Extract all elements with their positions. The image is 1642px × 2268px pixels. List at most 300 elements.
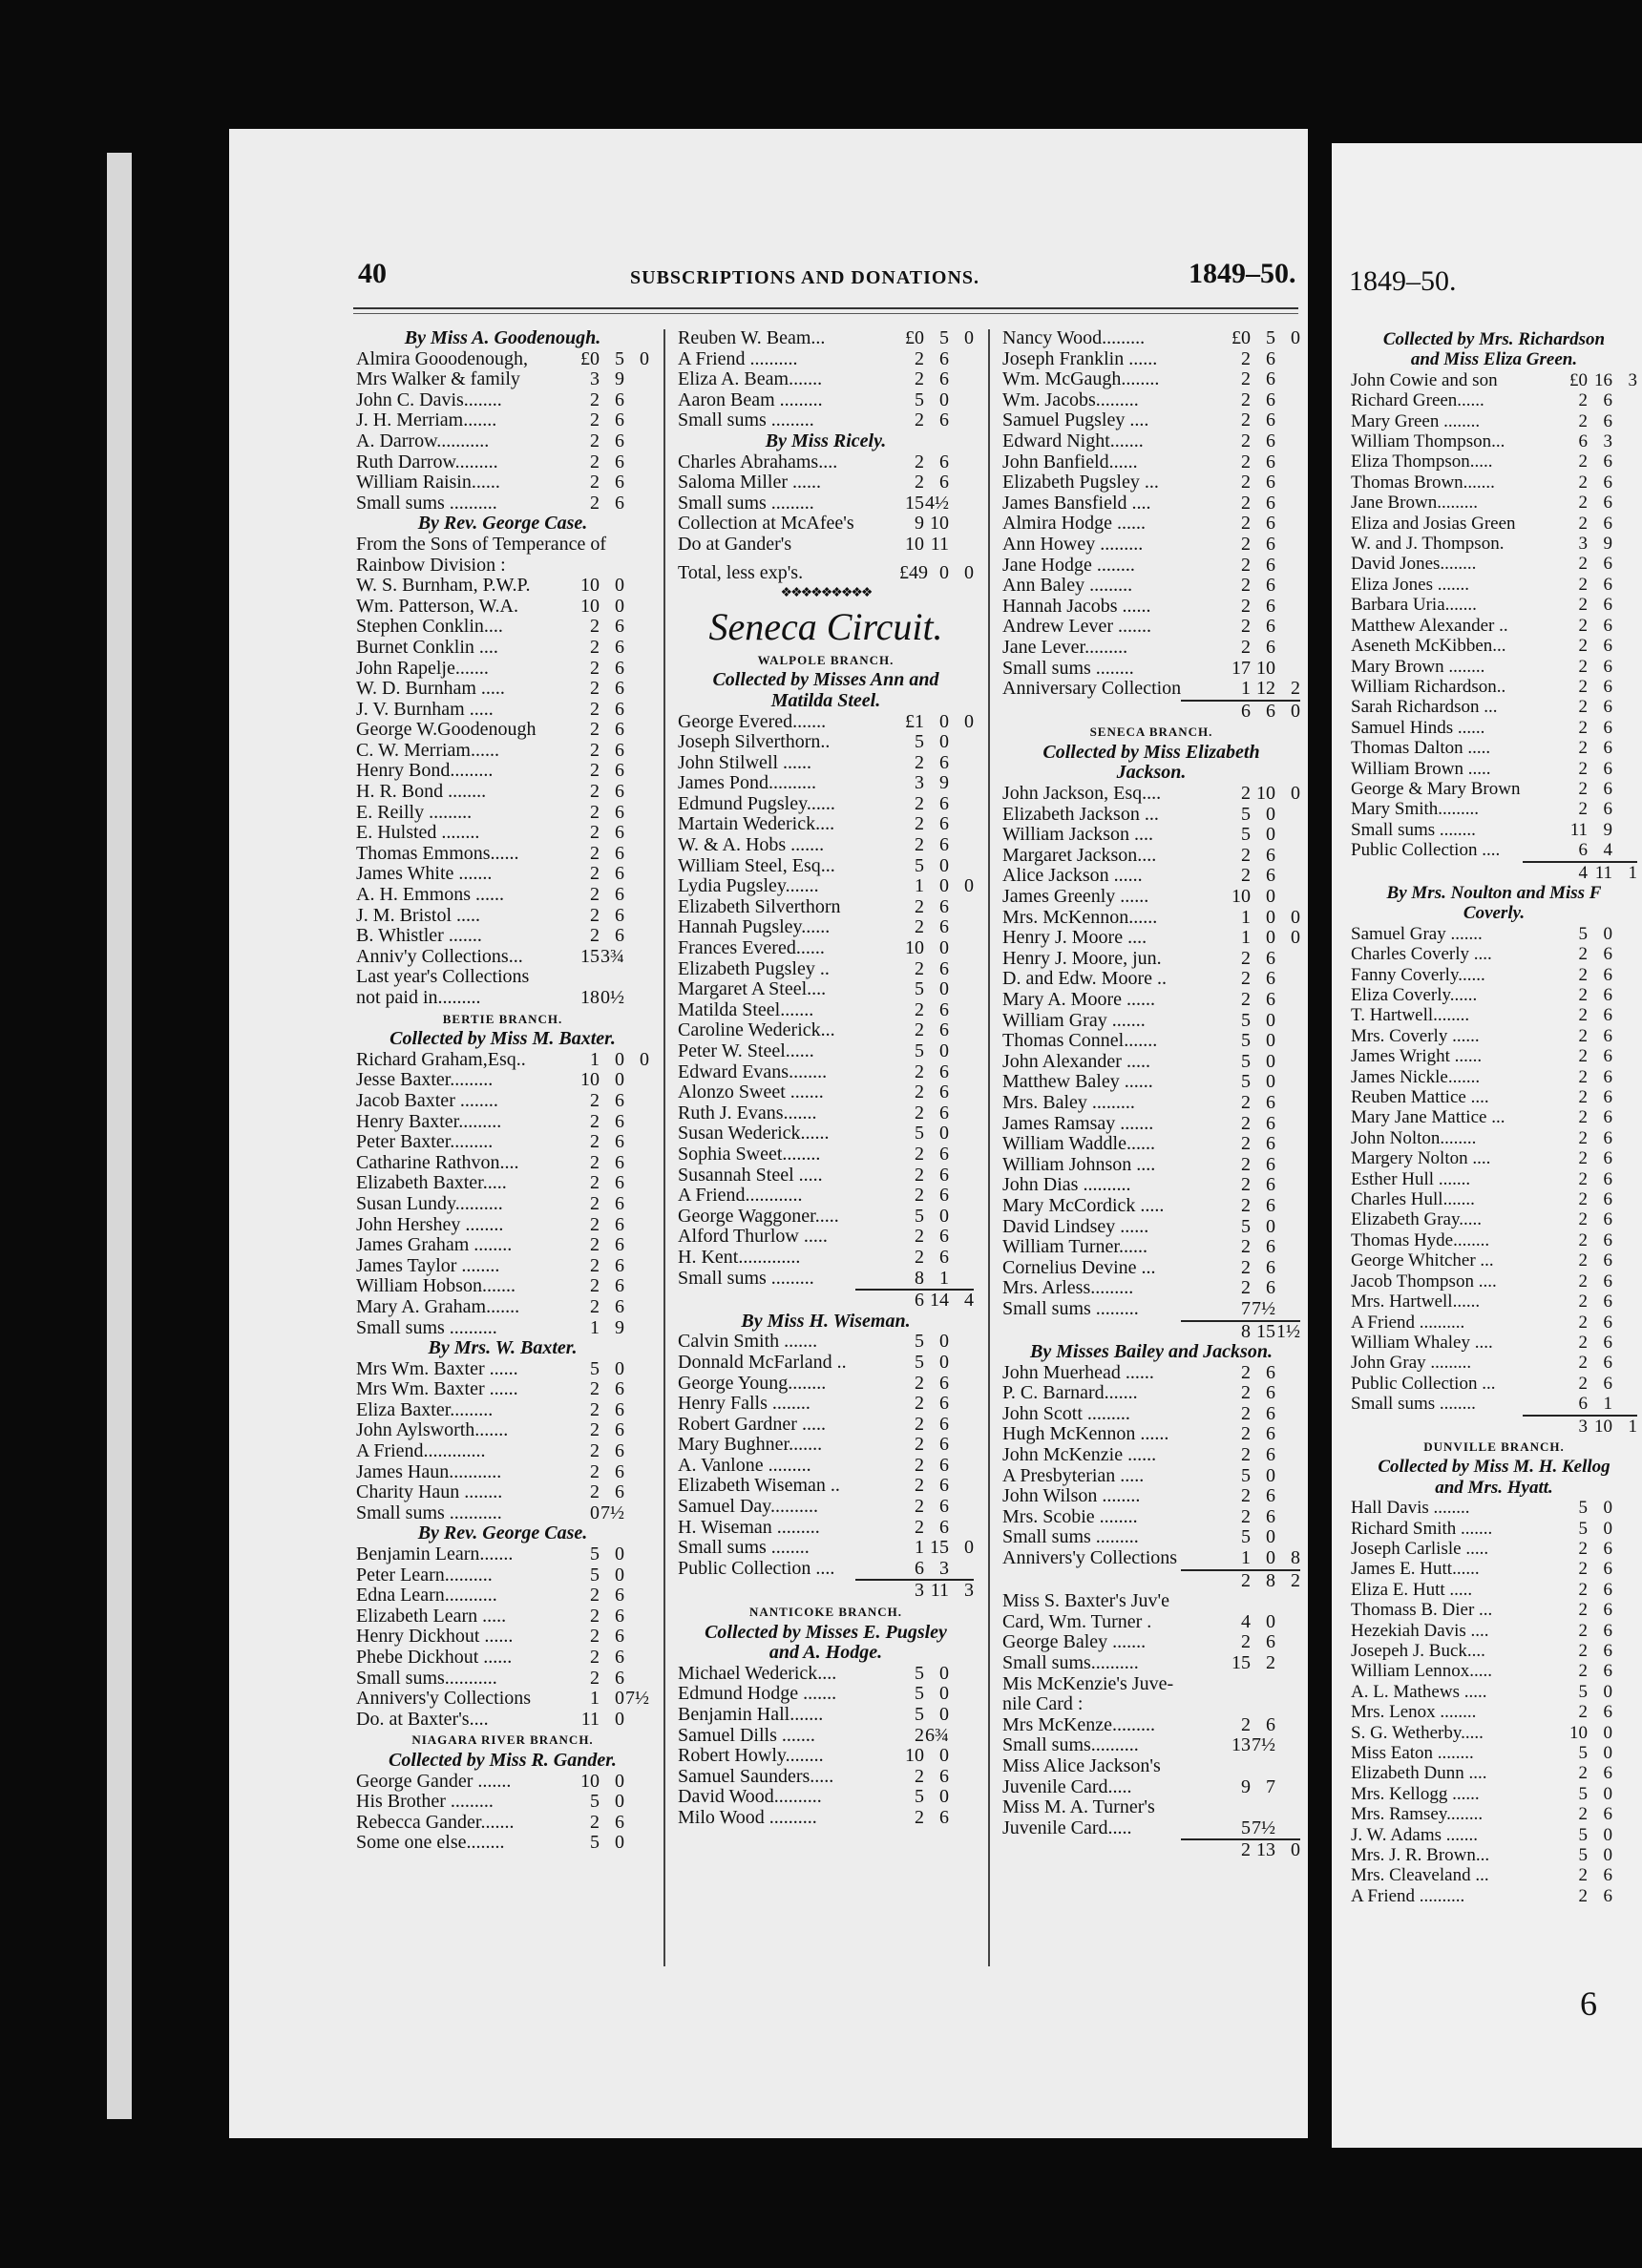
donation-row: [1002, 659, 1300, 680]
donation-row: [1351, 431, 1637, 452]
donation-amount: 2: [1578, 1087, 1588, 1108]
donation-amount: 2: [915, 1765, 924, 1787]
donation-amount: 6: [615, 1440, 624, 1462]
donation-amount: 11: [1569, 819, 1588, 840]
donation-amount: 2: [590, 678, 600, 700]
donation-amount: £0: [1232, 327, 1251, 348]
donation-amount: 10: [930, 513, 949, 535]
donation-amount: 1: [1241, 678, 1251, 700]
donor-name: James Pond..........: [678, 773, 816, 794]
donation-amount: [1612, 718, 1637, 738]
donation-amount: 6: [1603, 697, 1612, 718]
donation-amount: 2: [1241, 1485, 1251, 1507]
donation-amount: 2: [1241, 844, 1251, 866]
donation-amount: 2: [1578, 1620, 1588, 1641]
subtotal-amount: 8: [1241, 1320, 1251, 1342]
donation-amount: 6: [1603, 944, 1612, 965]
donation-row: [1002, 1258, 1300, 1279]
donation-amount: [1275, 1363, 1300, 1384]
donor-name: Thomass B. Dier ...: [1351, 1600, 1493, 1621]
donation-amount: [624, 1441, 649, 1462]
donation-row: [1002, 969, 1300, 990]
donor-name: A Friend ..........: [1351, 1312, 1465, 1333]
donation-row: [1351, 1865, 1637, 1885]
donation-amount: 0: [615, 1791, 624, 1813]
donation-amount: 0: [939, 1745, 949, 1767]
donation-amount: 6: [615, 1605, 624, 1627]
donation-amount: 6: [939, 1372, 949, 1394]
donor-name: Jesse Baxter.........: [356, 1070, 494, 1091]
donation-amount: [1612, 493, 1637, 513]
donation-amount: 6: [1266, 1505, 1275, 1527]
donation-amount: [624, 1359, 649, 1380]
donor-name: Small sums .........: [678, 493, 814, 514]
donation-amount: 6: [1603, 758, 1612, 779]
branch-heading: NANTICOKE BRANCH.: [748, 1605, 902, 1620]
donation-amount: 6: [1266, 989, 1275, 1010]
donation-amount: 2: [590, 925, 600, 947]
donation-amount: [624, 1772, 649, 1793]
donation-amount: 1: [915, 1537, 924, 1559]
donation-amount: 10: [905, 937, 924, 959]
donation-amount: [1275, 969, 1300, 990]
donation-amount: 2: [1241, 1153, 1251, 1175]
donation-amount: 0: [1266, 1050, 1275, 1072]
donation-row: [678, 1020, 974, 1041]
donation-amount: [624, 494, 649, 514]
donor-name: Thomas Brown.......: [1351, 472, 1495, 493]
donation-amount: [1275, 452, 1300, 473]
donor-name: John Gray .........: [1351, 1353, 1472, 1374]
donation-amount: 2: [1578, 985, 1588, 1005]
donor-name: H. R. Bond ........: [356, 782, 487, 803]
donor-name: John McKenzie ......: [1002, 1445, 1157, 1466]
donation-amount: 6: [939, 1102, 949, 1124]
donation-row: [1002, 638, 1300, 659]
donation-row: [1002, 1527, 1300, 1548]
donation-amount: 6: [1603, 1270, 1612, 1292]
donation-amount: 2: [915, 916, 924, 938]
donation-amount: 5: [915, 1351, 924, 1373]
donation-amount: 3: [1603, 431, 1612, 452]
donation-row: [1002, 1548, 1300, 1569]
donation-amount: [1612, 1498, 1637, 1518]
donation-row: [1002, 908, 1300, 929]
donation-amount: [949, 1456, 974, 1477]
donation-amount: 2: [1578, 1209, 1588, 1230]
subtotal-row: [1181, 700, 1300, 723]
donation-amount: 0: [1266, 1547, 1275, 1569]
page-number: 40: [358, 258, 387, 289]
donation-amount: [1275, 1072, 1300, 1093]
donation-row: [678, 1435, 974, 1456]
donor-name: Reuben Mattice ....: [1351, 1087, 1489, 1108]
donation-amount: 0: [939, 388, 949, 410]
donation-amount: [1612, 554, 1637, 574]
donation-amount: [1612, 1169, 1637, 1189]
donation-amount: [1612, 1394, 1637, 1414]
donation-amount: [1612, 1312, 1637, 1333]
donation-amount: [624, 1400, 649, 1421]
donation-amount: 0: [1266, 927, 1275, 949]
donation-amount: 6: [1603, 1189, 1612, 1210]
donor-name: John Muerhead ......: [1002, 1362, 1154, 1383]
column-divider: [988, 329, 990, 1966]
donation-amount: 2: [1578, 1559, 1588, 1580]
donation-row: [1002, 1424, 1300, 1445]
donation-row: [678, 1166, 974, 1186]
donation-row: [1351, 697, 1637, 717]
donation-amount: 6: [939, 1434, 949, 1456]
donation-amount: [949, 390, 974, 411]
donation-amount: 6: [1603, 554, 1612, 575]
donation-row: [1002, 928, 1300, 949]
donation-row: [356, 576, 649, 597]
donation-row: [678, 494, 974, 514]
donation-amount: 2: [1578, 1600, 1588, 1621]
branch-heading: WALPOLE BRANCH.: [757, 652, 895, 667]
donation-amount: 8: [915, 1267, 924, 1289]
donation-amount: 2: [590, 1110, 600, 1132]
donor-name: A Friend ..........: [1351, 1885, 1465, 1906]
donation-row: [1351, 1005, 1637, 1025]
donation-row: [356, 1669, 649, 1690]
donor-name: Mrs. Coverly ......: [1351, 1025, 1480, 1046]
donation-amount: 5: [915, 1704, 924, 1725]
donation-row: [356, 1420, 649, 1441]
donation-amount: 5: [915, 1040, 924, 1061]
donation-amount: 3: [915, 772, 924, 794]
donation-amount: £1: [905, 710, 924, 732]
donation-amount: 6: [1603, 717, 1612, 738]
donor-name: Reuben W. Beam...: [678, 328, 826, 348]
donation-amount: 3¾: [600, 945, 624, 967]
donation-amount: [1275, 1278, 1300, 1299]
donation-row: [1002, 556, 1300, 577]
donation-amount: 2: [590, 904, 600, 926]
donation-row: [356, 803, 649, 824]
column-2: [678, 328, 974, 1829]
donation-row: [1002, 1278, 1300, 1299]
donation-row: [356, 926, 649, 947]
donation-amount: 6: [1603, 493, 1612, 514]
donation-amount: [949, 794, 974, 815]
donation-amount: [1612, 1292, 1637, 1312]
donation-amount: 0: [1266, 1009, 1275, 1031]
donation-amount: 2: [590, 636, 600, 658]
donation-row: [1351, 1661, 1637, 1681]
donor-name: Elizabeth Pugsley ...: [1002, 472, 1159, 494]
donation-row: [356, 1441, 649, 1462]
donation-amount: 6: [1266, 844, 1275, 866]
donation-amount: 2: [1578, 758, 1588, 779]
donor-name: Frances Evered......: [678, 938, 825, 959]
donation-amount: [1275, 1258, 1300, 1279]
donation-row: [1002, 535, 1300, 556]
donation-amount: 2: [915, 1434, 924, 1456]
donation-amount: [1275, 1237, 1300, 1258]
donation-amount: 6: [1266, 347, 1275, 369]
spacer: [678, 556, 974, 563]
donation-amount: 6: [939, 813, 949, 835]
donation-amount: [1612, 1539, 1637, 1559]
donation-amount: 6: [615, 1460, 624, 1482]
donation-amount: 2: [1241, 388, 1251, 410]
donor-name: William Lennox.....: [1351, 1661, 1493, 1682]
donation-row: [1002, 369, 1300, 390]
donation-amount: 15: [580, 945, 600, 967]
donation-amount: 6: [615, 1626, 624, 1648]
donation-amount: [1612, 1763, 1637, 1783]
donor-name: Henry Bond.........: [356, 761, 494, 782]
donation-amount: 6: [939, 1454, 949, 1476]
donation-amount: 2: [590, 616, 600, 638]
donor-name: Samuel Dills .......: [678, 1725, 815, 1746]
donation-row: [678, 1808, 974, 1829]
collector-heading: By Miss Ricely.: [765, 430, 887, 452]
donation-amount: [624, 926, 649, 947]
donation-amount: 6: [615, 1192, 624, 1214]
donation-amount: 0: [1291, 783, 1300, 805]
donation-amount: 6: [615, 1481, 624, 1503]
donor-name: Mary Green ........: [1351, 410, 1481, 431]
donor-name: Small sums ........: [1002, 658, 1134, 679]
donor-name: Small sums .........: [678, 1268, 814, 1289]
donation-amount: 6: [615, 698, 624, 720]
donation-row: [1002, 472, 1300, 494]
donation-row: [1002, 949, 1300, 970]
donation-row: [356, 1833, 649, 1854]
donation-amount: 2: [1578, 615, 1588, 636]
donation-amount: 6: [939, 1226, 949, 1248]
donation-amount: 6: [615, 781, 624, 803]
donation-amount: [1612, 1026, 1637, 1046]
donation-amount: 5: [1241, 1215, 1251, 1237]
donation-amount: 0: [1266, 803, 1275, 825]
donation-amount: 0: [964, 561, 974, 583]
donation-amount: £49: [899, 561, 928, 583]
donor-name: Henry Falls ........: [678, 1394, 810, 1415]
donation-row: [1351, 820, 1637, 840]
donation-row: [356, 349, 649, 370]
donor-name: Edmund Pugsley......: [678, 793, 835, 814]
donation-row: [1351, 472, 1637, 493]
donation-amount: [1275, 1445, 1300, 1466]
donation-amount: 11: [580, 1708, 600, 1730]
donation-amount: 2: [915, 451, 924, 472]
donation-amount: [949, 1767, 974, 1788]
donation-amount: [949, 773, 974, 794]
donation-row: [1351, 1087, 1637, 1107]
donation-amount: 6: [1603, 615, 1612, 636]
donation-amount: 6: [1603, 1250, 1612, 1271]
donor-name: Small sums...........: [356, 1668, 497, 1689]
donation-amount: 6: [939, 1475, 949, 1497]
donor-name: John C. Davis........: [356, 389, 502, 410]
donor-name: Jane Lever.........: [1002, 637, 1128, 658]
donation-row: [1351, 1271, 1637, 1292]
donation-amount: [1612, 616, 1637, 636]
donor-name: J. M. Bristol .....: [356, 905, 481, 926]
subtotal-amount: 15: [1256, 1320, 1275, 1342]
donation-amount: [1275, 1052, 1300, 1073]
subtotal-amount: 3: [964, 1580, 974, 1602]
donor-name: Elizabeth Gray.....: [1351, 1209, 1482, 1230]
donation-amount: 0: [939, 978, 949, 1000]
donation-amount: [1612, 1067, 1637, 1087]
donation-row: [1351, 1250, 1637, 1270]
donation-amount: 6: [1266, 616, 1275, 638]
donation-row: [678, 876, 974, 897]
subtotal-row: [855, 1289, 974, 1312]
donation-row: [1351, 1312, 1637, 1333]
donation-amount: [1612, 759, 1637, 779]
donation-row: [1351, 1580, 1637, 1600]
donation-amount: 2: [590, 781, 600, 803]
donation-amount: 15: [930, 1537, 949, 1559]
donation-amount: 2: [1241, 1174, 1251, 1196]
donor-name: Aaron Beam .........: [678, 389, 823, 410]
donation-amount: [624, 761, 649, 782]
donation-amount: [949, 1082, 974, 1103]
donor-name: Small sums..........: [1002, 1735, 1139, 1756]
donation-amount: 5: [915, 1786, 924, 1808]
donation-amount: 0: [1266, 906, 1275, 928]
donation-row: [356, 597, 649, 618]
donor-name: W. S. Burnham, P.W.P.: [356, 576, 531, 597]
donation-amount: 2: [915, 1226, 924, 1248]
donation-amount: 2: [1578, 799, 1588, 820]
donation-amount: 0: [939, 561, 949, 583]
donation-amount: 5: [1241, 803, 1251, 825]
donation-amount: [1275, 1217, 1300, 1238]
donation-amount: 6: [939, 472, 949, 494]
donation-amount: 1: [1241, 927, 1251, 949]
subtotal-amount: 2: [1241, 1839, 1251, 1861]
donor-name: Public Collection ...: [1351, 1373, 1496, 1394]
donation-amount: 10: [580, 1069, 600, 1091]
donation-row: [356, 1400, 649, 1421]
donor-name: Alice Jackson ......: [1002, 866, 1143, 887]
donor-name: James Wright ......: [1351, 1046, 1483, 1067]
donation-amount: [624, 1318, 649, 1339]
donation-amount: [1275, 1424, 1300, 1445]
donation-amount: 5: [1241, 1816, 1251, 1838]
donor-name: Mary A. Graham.......: [356, 1296, 520, 1317]
donation-amount: 6: [1266, 368, 1275, 390]
donation-amount: [624, 864, 649, 885]
collector-heading: and Mrs. Hyatt.: [1435, 1477, 1553, 1498]
donation-amount: 6: [1603, 574, 1612, 595]
donor-name: Mrs. Cleaveland ...: [1351, 1865, 1489, 1886]
donation-amount: 2: [1578, 1804, 1588, 1825]
donation-amount: 0: [615, 1832, 624, 1854]
donor-name: Public Collection ....: [1351, 840, 1501, 861]
donor-name: Samuel Pugsley ....: [1002, 410, 1149, 431]
donation-amount: [1612, 1682, 1637, 1702]
donation-amount: [1275, 472, 1300, 494]
donation-amount: 2: [1578, 1025, 1588, 1046]
donation-amount: 2: [590, 1585, 600, 1606]
donation-amount: [624, 1297, 649, 1318]
donor-name: Jane Brown.........: [1351, 493, 1478, 514]
donation-amount: 6: [615, 410, 624, 431]
donation-amount: [1275, 1155, 1300, 1176]
donor-name: Last year's Collections: [356, 967, 530, 988]
donation-amount: [1275, 410, 1300, 431]
donation-row: [1002, 1196, 1300, 1217]
donation-amount: [1275, 1175, 1300, 1196]
donation-amount: 5: [1578, 1681, 1588, 1702]
donor-name: Mrs. Kellogg ......: [1351, 1783, 1480, 1804]
donation-row: [356, 1153, 649, 1174]
donor-name: John Jackson, Esq....: [1002, 784, 1162, 805]
donation-amount: [949, 1269, 974, 1290]
donor-name: John Scott .........: [1002, 1403, 1130, 1424]
donation-amount: [1275, 1777, 1300, 1798]
donation-amount: [1275, 1715, 1300, 1736]
donor-name: Eliza A. Beam.......: [678, 369, 823, 390]
donation-amount: 6: [1603, 595, 1612, 616]
donation-row: [356, 1710, 649, 1731]
donation-amount: 0: [1603, 1722, 1612, 1743]
donation-amount: [949, 494, 974, 514]
donor-name: A. H. Emmons ......: [356, 885, 504, 906]
donation-amount: 6: [939, 751, 949, 773]
donor-name: His Brother .........: [356, 1792, 494, 1813]
donation-amount: £0: [1569, 369, 1588, 390]
donation-amount: 5: [1266, 327, 1275, 348]
donation-row: [1351, 1292, 1637, 1312]
donation-row: [1002, 1363, 1300, 1384]
column-4: [1351, 329, 1637, 1906]
donation-amount: 6: [1603, 1148, 1612, 1169]
donation-amount: [949, 753, 974, 774]
donation-amount: [624, 1276, 649, 1297]
donation-row: [1002, 1735, 1300, 1756]
donation-amount: 6: [1603, 1865, 1612, 1886]
donation-row: [1002, 1404, 1300, 1425]
donation-amount: [949, 1705, 974, 1726]
donation-amount: 6: [1603, 1087, 1612, 1108]
donation-amount: 2: [1578, 1332, 1588, 1353]
donor-name: Henry J. Moore ....: [1002, 928, 1147, 949]
donor-name: W. D. Burnham .....: [356, 679, 505, 700]
donation-row: [1002, 1632, 1300, 1653]
donor-name: Do. at Baxter's....: [356, 1709, 489, 1730]
donation-amount: 6: [615, 472, 624, 494]
donation-row: [356, 1606, 649, 1628]
donation-amount: 2: [1241, 1236, 1251, 1258]
donation-row: [356, 1318, 649, 1339]
donation-amount: [1612, 595, 1637, 615]
donation-amount: [949, 1394, 974, 1415]
donor-name: John Cowie and son: [1351, 369, 1498, 390]
donation-amount: 6: [939, 957, 949, 979]
donation-row: [1002, 679, 1300, 700]
donation-amount: [1275, 1404, 1300, 1425]
donation-amount: 2: [1578, 1763, 1588, 1784]
donor-name: Elizabeth Dunn ....: [1351, 1763, 1487, 1784]
donation-amount: 2: [590, 842, 600, 864]
donation-amount: 0: [1266, 824, 1275, 846]
donation-amount: 5: [1241, 1526, 1251, 1548]
donation-amount: 5: [1241, 1071, 1251, 1093]
donation-amount: 7½: [1252, 1297, 1275, 1319]
donation-row: [1002, 846, 1300, 867]
donation-amount: [624, 410, 649, 431]
donor-name: A. Vanlone .........: [678, 1455, 811, 1476]
